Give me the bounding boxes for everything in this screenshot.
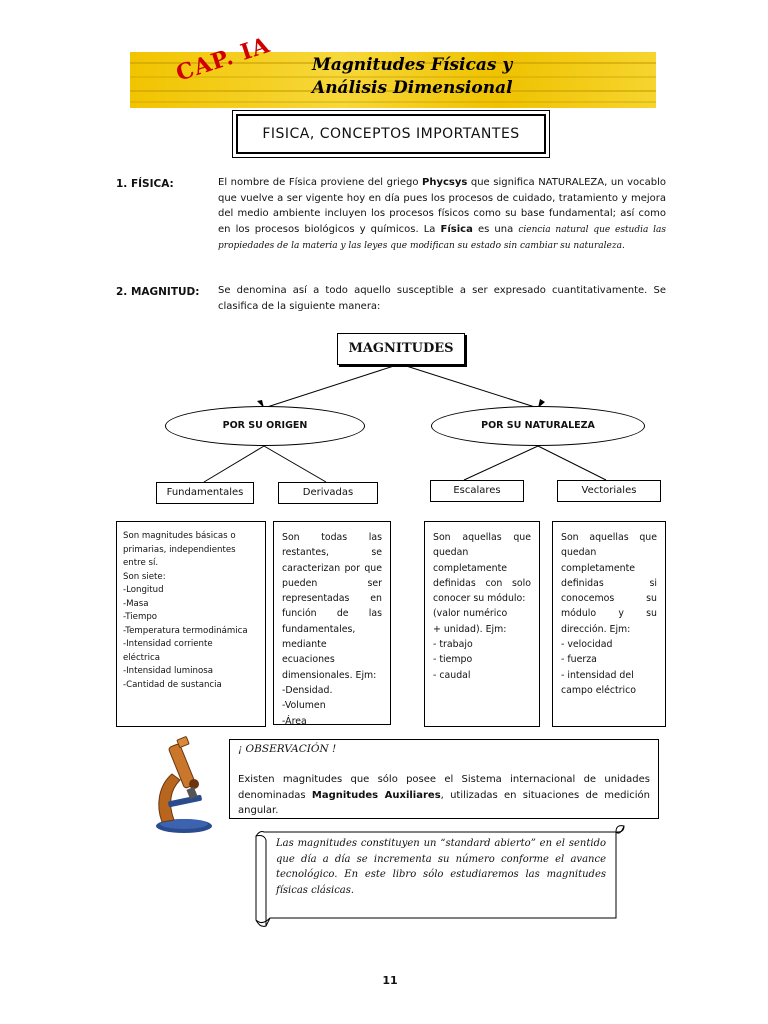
- diagram-leaf-escalares: Escalares: [430, 480, 524, 502]
- diagram-leaf-fundamentales: Fundamentales: [156, 482, 254, 504]
- section-title: FISICA, CONCEPTOS IMPORTANTES: [262, 126, 520, 142]
- microscope-icon: [150, 736, 216, 836]
- chapter-label: CAP. IA: [173, 31, 274, 87]
- chapter-title-line2: Análisis Dimensional: [312, 78, 513, 98]
- definition-text-magnitud: Se denomina así a todo aquello susceptible a ser expresado cuantitativamente. Se clasifica de la siguiente manera:: [218, 285, 666, 312]
- observation-title: ¡ OBSERVACIÓN !: [238, 743, 337, 755]
- diagram-branch-origen: POR SU ORIGEN: [165, 406, 365, 446]
- diagram-leaf-vectoriales: Vectoriales: [557, 480, 661, 502]
- observation-text: Existen magnitudes que sólo posee el Sistema internacional de unidades denominadas Magnitudes Auxiliares, utilizadas en situaciones de medición angular.: [238, 774, 650, 816]
- page-number: 11: [382, 974, 398, 987]
- note-text: Las magnitudes constituyen un “standard abierto” en el sentido que día a día se incrementa su número conforme el avance tecnológico. En este libro sólo estudiaremos las magnitudes físicas clásicas.: [276, 838, 606, 896]
- description-derivadas: Son todas las restantes, se caracterizan por que pueden ser representadas en función de las fundamentales, mediante ecuaciones dimensionales. Ejm: -Densidad. -Volumen -Área: [273, 521, 391, 725]
- chapter-title-line1: Magnitudes Físicas y: [312, 55, 513, 75]
- diagram-branch-naturaleza: POR SU NATURALEZA: [431, 406, 645, 446]
- diagram-root-magnitudes: MAGNITUDES: [337, 333, 465, 365]
- description-escalares: Son aquellas que quedan completamente definidas con solo conocer su módulo: (valor numérico + unidad). Ejm: - trabajo - tiempo - caudal: [424, 521, 540, 727]
- definition-text-fisica: El nombre de Física proviene del griego Phycsys que significa NATURALEZA, un vocablo que vuelve a ser vigente hoy en día pues los procesos de cuidado, tratamiento y mejora del medio ambiente incluyen los procesos físicos como su base fundamental; así como en los procesos biológicos y químicos. La Física es una ciencia natural que estudia las propiedades de la materia y las leyes que modifican su estado sin cambiar su naturaleza.: [218, 177, 667, 251]
- definition-label-fisica: 1. FÍSICA:: [116, 178, 174, 190]
- description-fundamentales: Son magnitudes básicas o primarias, independientes entre sí. Son siete: -Longitud -Masa -Tiempo -Temperatura termodinámica -Intensidad corriente eléctrica -Intensidad luminosa -Cantidad de sustancia: [116, 521, 266, 727]
- definition-label-magnitud: 2. MAGNITUD:: [116, 286, 200, 298]
- description-vectoriales: Son aquellas que quedan completamente definidas si conocemos su módulo y su dirección. Ejm: - velocidad - fuerza - intensidad del campo eléctrico: [552, 521, 666, 727]
- diagram-leaf-derivadas: Derivadas: [278, 482, 378, 504]
